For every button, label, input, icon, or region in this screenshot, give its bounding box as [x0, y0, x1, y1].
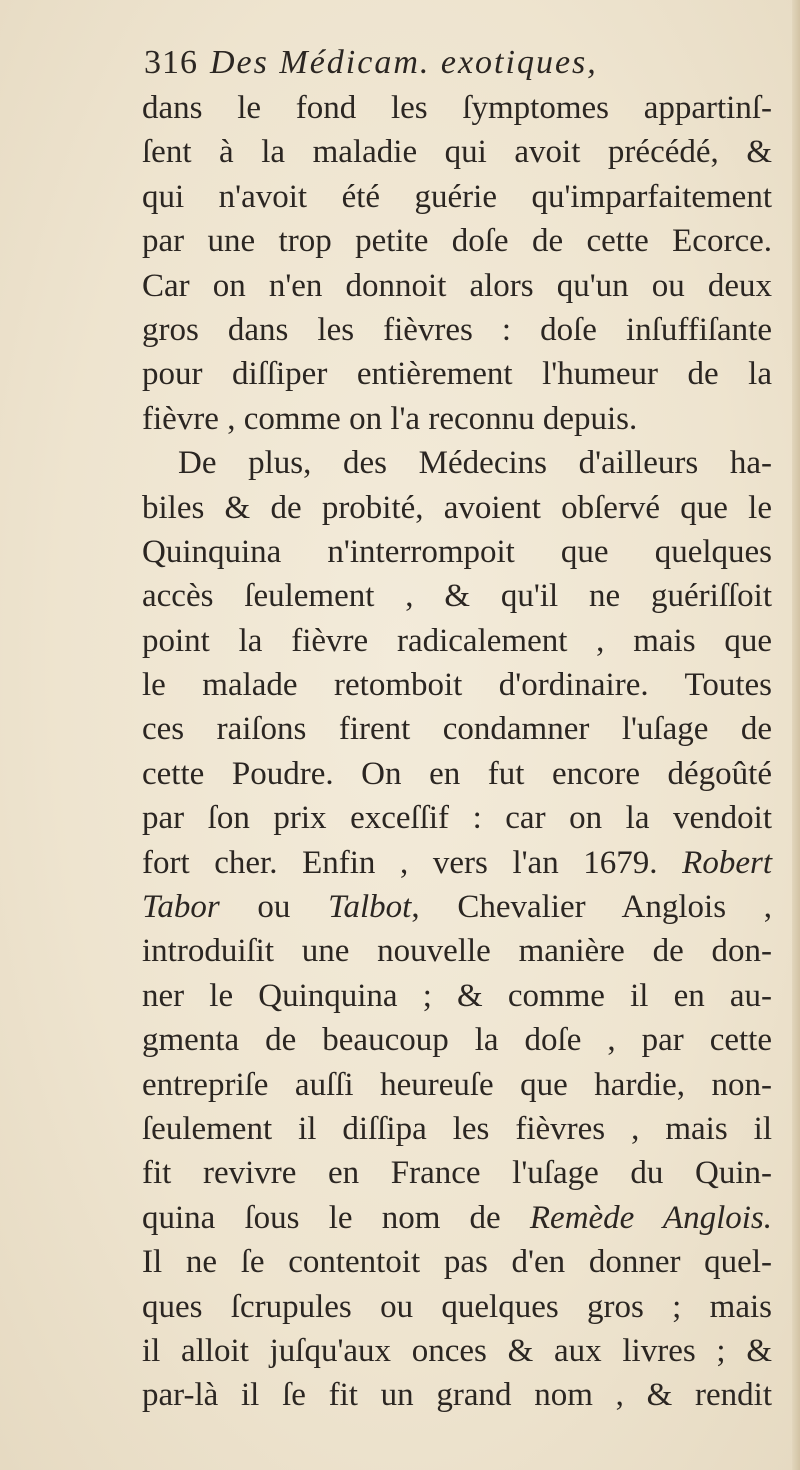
text-line: [142, 1196, 772, 1240]
text-line: introduiſit une nouvelle manière de don-: [142, 933, 772, 970]
text-line: Car on n'en donnoit alors qu'un ou deux: [142, 267, 772, 304]
text-segment: , Chevalier Anglois ,: [411, 889, 773, 926]
body-text: [142, 86, 772, 1418]
text-line: pour diſſiper entièrement l'humeur de la: [142, 356, 772, 393]
text-line: Il ne ſe contentoit pas d'en donner quel-: [142, 1244, 772, 1281]
page-number: 316: [144, 44, 198, 81]
person-name-talbot: Talbot: [328, 889, 412, 926]
text-line: par ſon prix exceſſif : car on la vendoit: [142, 800, 772, 837]
text-line: [142, 841, 772, 885]
text-line: ſent à la maladie qui avoit précédé, &: [142, 134, 772, 171]
person-name-tabor: Tabor: [142, 889, 220, 926]
text-line: par-là il ſe fit un grand nom , & rendit: [142, 1377, 772, 1414]
text-line: fièvre , comme on l'a reconnu depuis.: [142, 400, 638, 437]
text-line: [142, 885, 772, 929]
person-name-robert: Robert: [682, 844, 772, 881]
text-line: ces raiſons firent condamner l'uſage de: [142, 711, 772, 748]
text-line: Quinquina n'interrompoit que quelques: [142, 533, 772, 570]
running-title: Des Médicam. exotiques,: [210, 44, 598, 81]
text-segment: quina ſous le nom de: [142, 1199, 501, 1236]
text-line: ques ſcrupules ou quelques gros ; mais: [142, 1288, 772, 1325]
text-segment: ou: [257, 889, 291, 926]
text-line: gros dans les fièvres : doſe inſuffiſante: [142, 311, 772, 348]
text-line: dans le fond les ſymptomes appartinſ-: [142, 90, 772, 126]
text-line: De plus, des Médecins d'ailleurs ha-: [178, 445, 772, 482]
text-line: cette Poudre. On en fut encore dégoûté: [142, 755, 772, 792]
text-line: gmenta de beaucoup la doſe , par cette: [142, 1022, 772, 1059]
text-segment: fort cher. Enfin , vers l'an 1679.: [142, 844, 658, 881]
text-line: fit revivre en France l'uſage du Quin-: [142, 1155, 772, 1192]
text-line: biles & de probité, avoient obſervé que le: [142, 489, 772, 526]
page-edge-shadow: [792, 0, 800, 1470]
text-line: ner le Quinquina ; & comme il en au-: [142, 977, 772, 1014]
remedy-name: Remède Anglois.: [529, 1199, 772, 1236]
text-line: le malade retomboit d'ordinaire. Toutes: [142, 667, 772, 704]
running-header: [144, 38, 784, 88]
text-line: il alloit juſqu'aux onces & aux livres ; &: [142, 1332, 772, 1369]
text-line: accès ſeulement , & qu'il ne guériſſoit: [142, 578, 772, 615]
text-line: par une trop petite doſe de cette Ecorce.: [142, 223, 772, 260]
text-line: ſeulement il diſſipa les fièvres , mais il: [142, 1110, 772, 1147]
text-line: entrepriſe auſſi heureuſe que hardie, non-: [142, 1066, 772, 1103]
text-line: point la fièvre radicalement , mais que: [142, 622, 772, 659]
text-line: qui n'avoit été guérie qu'imparfaitement: [142, 178, 772, 215]
